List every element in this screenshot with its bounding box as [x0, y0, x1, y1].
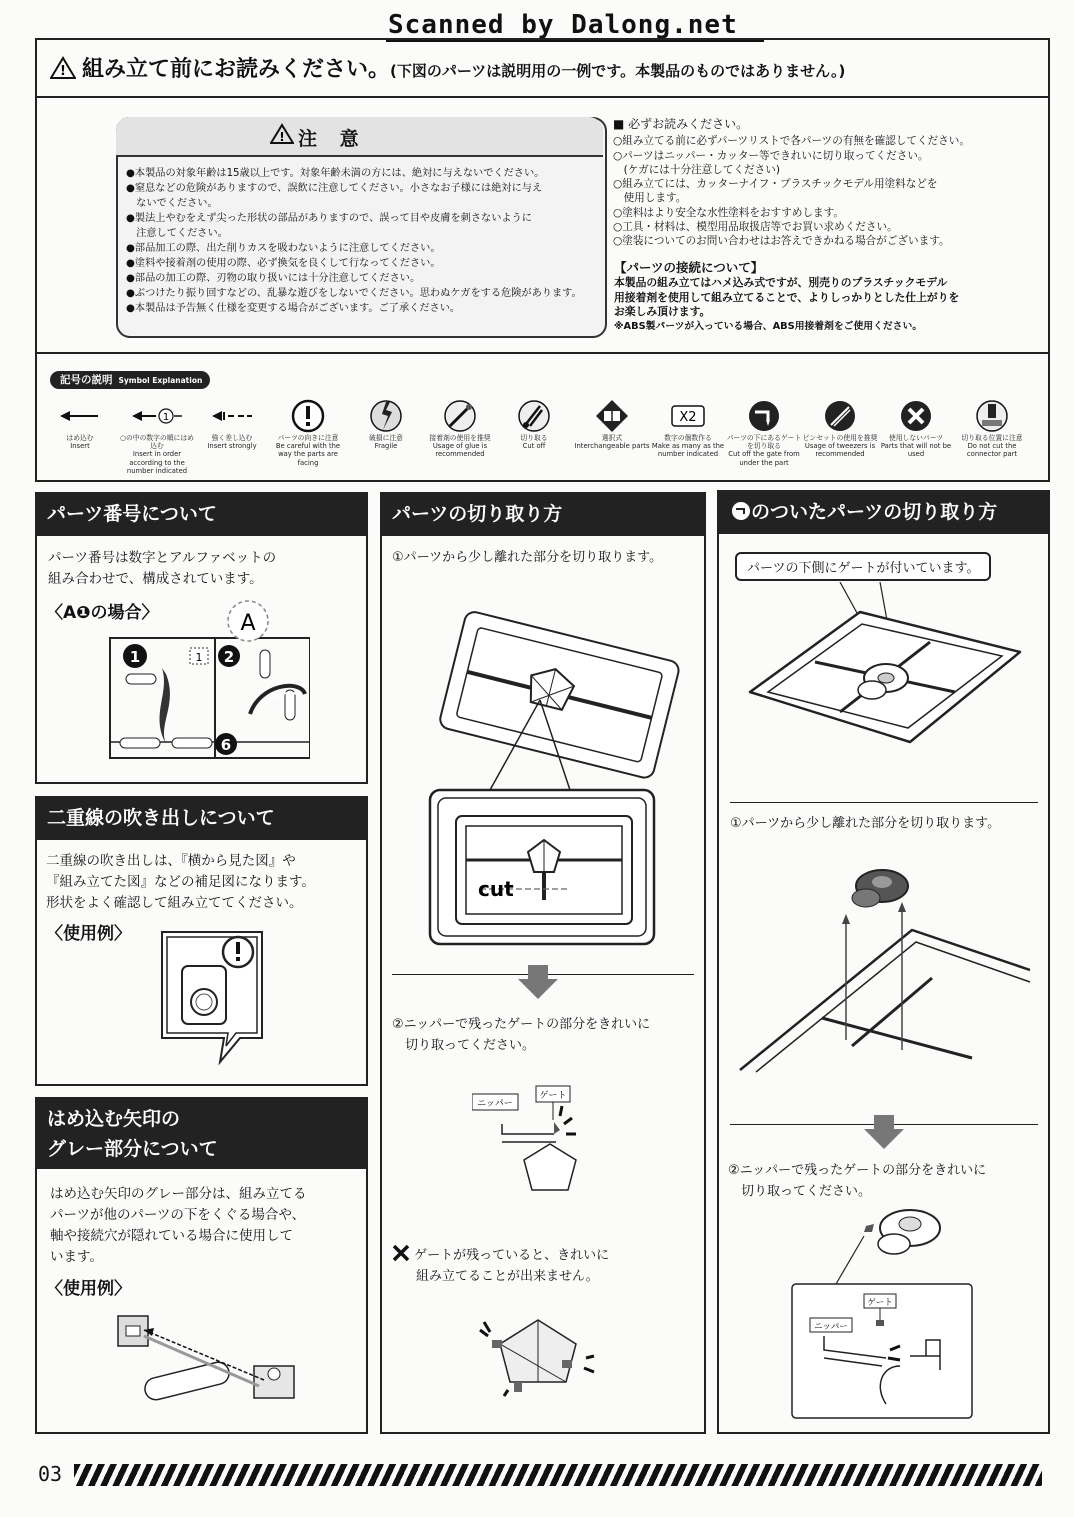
connection-title: 【パーツの接続について】 — [614, 260, 764, 275]
symbol-label-jp: 接着剤の使用を推奨 — [429, 434, 491, 442]
gate-remaining-diagram — [474, 1310, 604, 1400]
gear-hole — [872, 876, 892, 888]
blade-part — [160, 668, 170, 744]
gate-callout: パーツの下側にゲートが付いています。 — [735, 552, 991, 581]
gate-remnant — [514, 1382, 522, 1392]
symbol-label-jp: 使用しないパーツ — [888, 434, 944, 442]
symbols-tag-en: Symbol Explanation — [118, 376, 203, 385]
gray-arrow-title — [35, 1097, 368, 1169]
gate-label: ゲート — [867, 1298, 893, 1308]
num-6: 6 — [220, 736, 232, 754]
notes-item: ○組み立てる前に必ずパーツリストで各パーツの有無を確認してください。 — [613, 135, 970, 148]
gray-arrow-title-line: はめ込む矢印の — [47, 1108, 181, 1130]
symbol-label-jp: パーツの向きに注意 — [277, 434, 339, 442]
bracket-hole — [126, 1326, 140, 1336]
symbol-label-en: Cut off — [522, 442, 546, 451]
cutting-step2 — [392, 1014, 650, 1056]
footer-stripes — [74, 1464, 1042, 1486]
gear-hole — [878, 673, 894, 683]
gate-tab — [285, 690, 295, 720]
shaft-part — [143, 1360, 232, 1402]
connection-body — [614, 276, 959, 334]
part-number-text — [48, 548, 276, 590]
exclamation-icon-bar — [236, 942, 240, 954]
lift-arrowhead — [898, 902, 906, 912]
gate-stub — [554, 1122, 560, 1134]
pentagon-part — [524, 1144, 576, 1190]
caution-item: ●部品加工の際、出た削りカスを吸わないように注意してください。 — [126, 243, 441, 254]
symbol-tweezers — [800, 398, 880, 459]
scanner-credit: Scanned by Dalong.net — [388, 10, 738, 40]
symbol-label-jp: 切り取る — [520, 434, 548, 442]
x-mark-icon — [392, 1244, 410, 1262]
notes-item: ○塗装についてのお問い合わせはお答えできかねる場合がございます。 — [613, 235, 950, 248]
symbol-fragile — [346, 398, 426, 450]
symbol-label-jp: 切り取る位置に注意 — [961, 434, 1023, 442]
text-line: ②ニッパーで残ったゲートの部分をきれいに — [392, 1017, 651, 1032]
symbol-insert — [40, 398, 120, 450]
symbol-label-jp: 強く差し込む — [211, 434, 253, 442]
symbol-glue — [420, 398, 500, 459]
symbol-orientation — [268, 398, 348, 467]
connection-line: お楽しみ頂けます。 — [614, 305, 711, 318]
part-hole-inner — [196, 994, 212, 1010]
notes-item: ○組み立てには、カッターナイフ・プラスチックモデル用塗料などを — [613, 178, 938, 191]
text-line: パーツ番号は数字とアルファベットの — [48, 550, 277, 566]
double-balloon-example: 〈使用例〉 — [46, 924, 131, 944]
warning-line: 組み立てることが出来ません。 — [416, 1269, 599, 1284]
numbered-arrow-icon — [132, 406, 182, 426]
text-line: ②ニッパーで残ったゲートの部分をきれいに — [728, 1163, 987, 1178]
nipper-blade — [502, 1124, 556, 1142]
gray-arrow-title-line: グレー部分について — [47, 1138, 218, 1160]
zoom-line — [836, 1236, 864, 1284]
gray-arrow-example: 〈使用例〉 — [46, 1279, 131, 1299]
gate-under-icon — [746, 398, 782, 434]
symbol-number: 1 — [162, 412, 170, 423]
symbol-label-jp: パーツの下にあるゲートを切り取る — [726, 434, 802, 451]
symbols-divider — [35, 352, 1050, 354]
symbol-label-jp: ○の中の数字の順にはめ込む — [120, 434, 194, 451]
notes-item: (ケガには十分注意してください) — [613, 163, 780, 176]
part-number-diagram — [100, 594, 310, 774]
caution-item: ないでください。 — [126, 198, 218, 209]
gate-stub — [864, 1224, 874, 1232]
num-2: 2 — [223, 648, 235, 666]
cutting-step2-diagram — [472, 1084, 612, 1214]
cut-label: cut — [478, 877, 514, 901]
text-line: 切り取ってください。 — [728, 1184, 872, 1199]
text-line: はめ込む矢印のグレー部分は、組み立てる — [50, 1186, 307, 1202]
insert-arrow-icon — [60, 409, 100, 423]
notes-block — [613, 117, 1033, 249]
symbol-label-en: Make as many as the number indicated — [651, 442, 725, 459]
cutting-step1-diagram — [420, 600, 680, 950]
fragile-icon — [368, 398, 404, 434]
notes-item: ○パーツはニッパー・カッター等できれいに切り取ってください。 — [613, 149, 929, 162]
symbol-label-en: Fragile — [374, 442, 398, 451]
symbol-label-en: Insert — [70, 442, 90, 451]
caution-item: ●本製品は予告無く仕様を変更する場合がございます。ご了承ください。 — [126, 303, 461, 314]
runner-inner — [756, 942, 1030, 1072]
symbol-label-en: Insert in order according to the number indicated — [126, 450, 188, 475]
cutting-title: パーツの切り取り方 — [380, 492, 706, 536]
symbol-label-en: Usage of glue is recommended — [432, 442, 488, 459]
gate-tab — [120, 738, 160, 748]
gray-arrow-diagram — [104, 1300, 304, 1420]
caution-item: ●部品の加工の際、刃物の取り扱いには十分注意してください。 — [126, 273, 421, 284]
symbol-label-en: Parts that will not be used — [880, 442, 952, 459]
notes-heading: ■ 必ずお読みください。 — [613, 117, 749, 131]
cutting-step1: ①パーツから少し離れた部分を切り取ります。 — [392, 550, 663, 565]
caution-item: ●ぶつけたり振り回すなどの、乱暴な遊びをしないでください。思わぬケガをする危険があります。 — [126, 288, 582, 299]
symbol-gate-under — [724, 398, 804, 467]
no-cut-icon — [974, 398, 1010, 434]
num-1: 1 — [129, 648, 141, 666]
symbol-label-en: Cut off the gate from under the part — [728, 450, 800, 467]
gate-tab — [260, 650, 270, 678]
caution-item: ●本製品の対象年齢は15歳以上です。対象年齢未満の方には、絶対に与えないでください。 — [126, 168, 545, 179]
gear-hole — [899, 1217, 921, 1231]
lift-arrowhead — [842, 914, 850, 924]
symbol-label-en: Insert strongly — [207, 442, 257, 451]
svg-text:!: ! — [279, 130, 285, 144]
symbol-label-jp: ピンセットの使用を推奨 — [802, 434, 878, 442]
symbols-tag-jp: 記号の説明 — [60, 374, 113, 386]
nipper-label: ニッパー — [814, 1322, 848, 1332]
glue-icon — [442, 398, 478, 434]
title-main: 組み立て前にお読みください。 — [82, 57, 391, 82]
spark-marks — [560, 1106, 576, 1134]
text-line: 形状をよく確認して組み立ててください。 — [46, 895, 303, 911]
double-balloon-title: 二重線の吹き出しについて — [35, 796, 368, 840]
gate-label: ゲート — [539, 1091, 567, 1101]
text-line: 軸や接続穴が隠れている場合に使用して — [50, 1228, 293, 1244]
symbol-label-en: Be careful with the way the parts are facing — [275, 442, 341, 467]
gate-tab — [126, 674, 156, 684]
text-line: 組み合わせで、構成されています。 — [48, 571, 263, 587]
mount-hole — [268, 1368, 280, 1380]
symbol-label-jp: 破損に注意 — [369, 434, 403, 442]
curved-part — [250, 686, 305, 714]
connection-line: 用接着剤を使用して組み立てることで、よりしっかりとした仕上がりを — [614, 290, 960, 304]
runner-bar — [822, 1018, 972, 1058]
caution-title: 注 意 — [298, 128, 367, 150]
page-number: 03 — [38, 1462, 63, 1486]
gear-lobe — [852, 889, 880, 907]
small-num-1: 1 — [195, 651, 203, 664]
notes-item: ○塗料はより安全な水性塗料をおすすめします。 — [613, 206, 844, 219]
svg-text:!: ! — [60, 64, 66, 79]
warning-line: ゲートが残っていると、きれいに — [414, 1248, 610, 1263]
double-balloon-text — [46, 851, 315, 914]
caution-item: 注意してください。 — [126, 228, 228, 239]
symbol-multiply — [648, 398, 728, 459]
gate-stub — [876, 1320, 884, 1326]
part-number-title: パーツ番号について — [35, 492, 368, 536]
symbol-label-jp: 選択式 — [601, 434, 623, 442]
symbol-label-en: Usage of tweezers is recommended — [804, 442, 876, 459]
gray-arrow-text — [50, 1184, 307, 1268]
text-line: パーツが他のパーツの下をくぐる場合や、 — [50, 1207, 306, 1223]
gate-step2-diagram — [790, 1200, 980, 1422]
connection-line: 本製品の組み立てはハメ込み式ですが、別売りのプラスチックモデル — [614, 276, 948, 289]
notes-item: ○工具・材料は、模型用品取扱店等でお買い求めください。 — [613, 221, 898, 234]
gate-remnant — [492, 1340, 502, 1348]
symbol-no-cut — [952, 398, 1032, 459]
tweezers-icon — [822, 398, 858, 434]
symbol-multiplier: X2 — [679, 410, 697, 425]
exclamation-icon — [290, 398, 326, 434]
symbol-interchangeable — [572, 398, 652, 450]
gate-step2 — [728, 1160, 986, 1202]
double-balloon-diagram — [158, 926, 268, 1076]
interchangeable-icon — [594, 398, 630, 434]
caution-item: ●窒息などの危険がありますので、誤飲に注意してください。小さなお子様には絶対に与え — [126, 183, 543, 194]
down-arrow-icon — [862, 1115, 906, 1151]
exclamation-icon-dot — [236, 957, 240, 961]
symbol-label-jp: 数字の個数作る — [664, 434, 712, 442]
gate-tab — [172, 738, 212, 748]
notes-item: 使用します。 — [613, 192, 687, 205]
gate-step1-diagram — [732, 850, 1032, 1110]
text-line: 『組み立てた図』などの補足図になります。 — [46, 874, 315, 890]
symbol-label-jp: はめ込む — [66, 434, 94, 442]
gate-step1: ①パーツから少し離れた部分を切り取ります。 — [730, 816, 1001, 831]
gate-runner-diagram — [740, 582, 1030, 782]
down-arrow-icon — [516, 965, 560, 1001]
cut-off-icon — [516, 398, 552, 434]
text-line: 切り取ってください。 — [392, 1038, 536, 1053]
warning-triangle-icon — [50, 56, 76, 80]
step-divider — [730, 802, 1038, 803]
caution-item: ●塗料や接着剤の使用の際、必ず換気を良くして行なってください。 — [126, 258, 441, 269]
symbol-label-en: Interchangeable parts — [574, 442, 650, 451]
text-line: います。 — [50, 1249, 103, 1265]
caution-list — [126, 166, 596, 316]
gate-remnant — [562, 1360, 572, 1368]
multiply-icon — [670, 404, 706, 428]
gate-cutting-header — [717, 490, 1050, 534]
symbol-numbered-insert — [117, 398, 197, 475]
page-title — [50, 52, 845, 83]
title-sub: (下図のパーツは説明用の一例です。本製品のものではありません。) — [390, 62, 846, 80]
caution-item: ●製法上やむをえず尖った形状の部品がありますので、誤って目や皮膚を刺さないように — [126, 213, 532, 224]
symbol-strong-insert — [192, 398, 272, 450]
gate-under-icon — [731, 501, 751, 521]
title-divider — [35, 96, 1050, 98]
strong-insert-arrow-icon — [212, 409, 252, 423]
connection-line: ※ABS製パーツが入っている場合、ABS用接着剤をご使用ください。 — [614, 320, 923, 332]
gate-cutting-title: のついたパーツの切り取り方 — [751, 501, 998, 523]
text-line: 二重線の吹き出しは、『横から見た図』や — [46, 853, 296, 869]
gear-lobe — [858, 681, 886, 699]
symbols-tag — [50, 371, 210, 389]
symbol-cut-off — [494, 398, 574, 450]
part-number-example: 〈A❶の場合〉 — [46, 603, 159, 623]
symbol-label-en: Do not cut the connector part — [966, 442, 1018, 459]
unused-icon — [898, 398, 934, 434]
caution-warning-icon — [270, 123, 294, 145]
gear-lobe — [878, 1234, 910, 1254]
symbol-unused — [876, 398, 956, 459]
nipper-label: ニッパー — [477, 1099, 513, 1109]
letter-A: A — [240, 611, 256, 636]
cutting-warning — [392, 1244, 609, 1287]
